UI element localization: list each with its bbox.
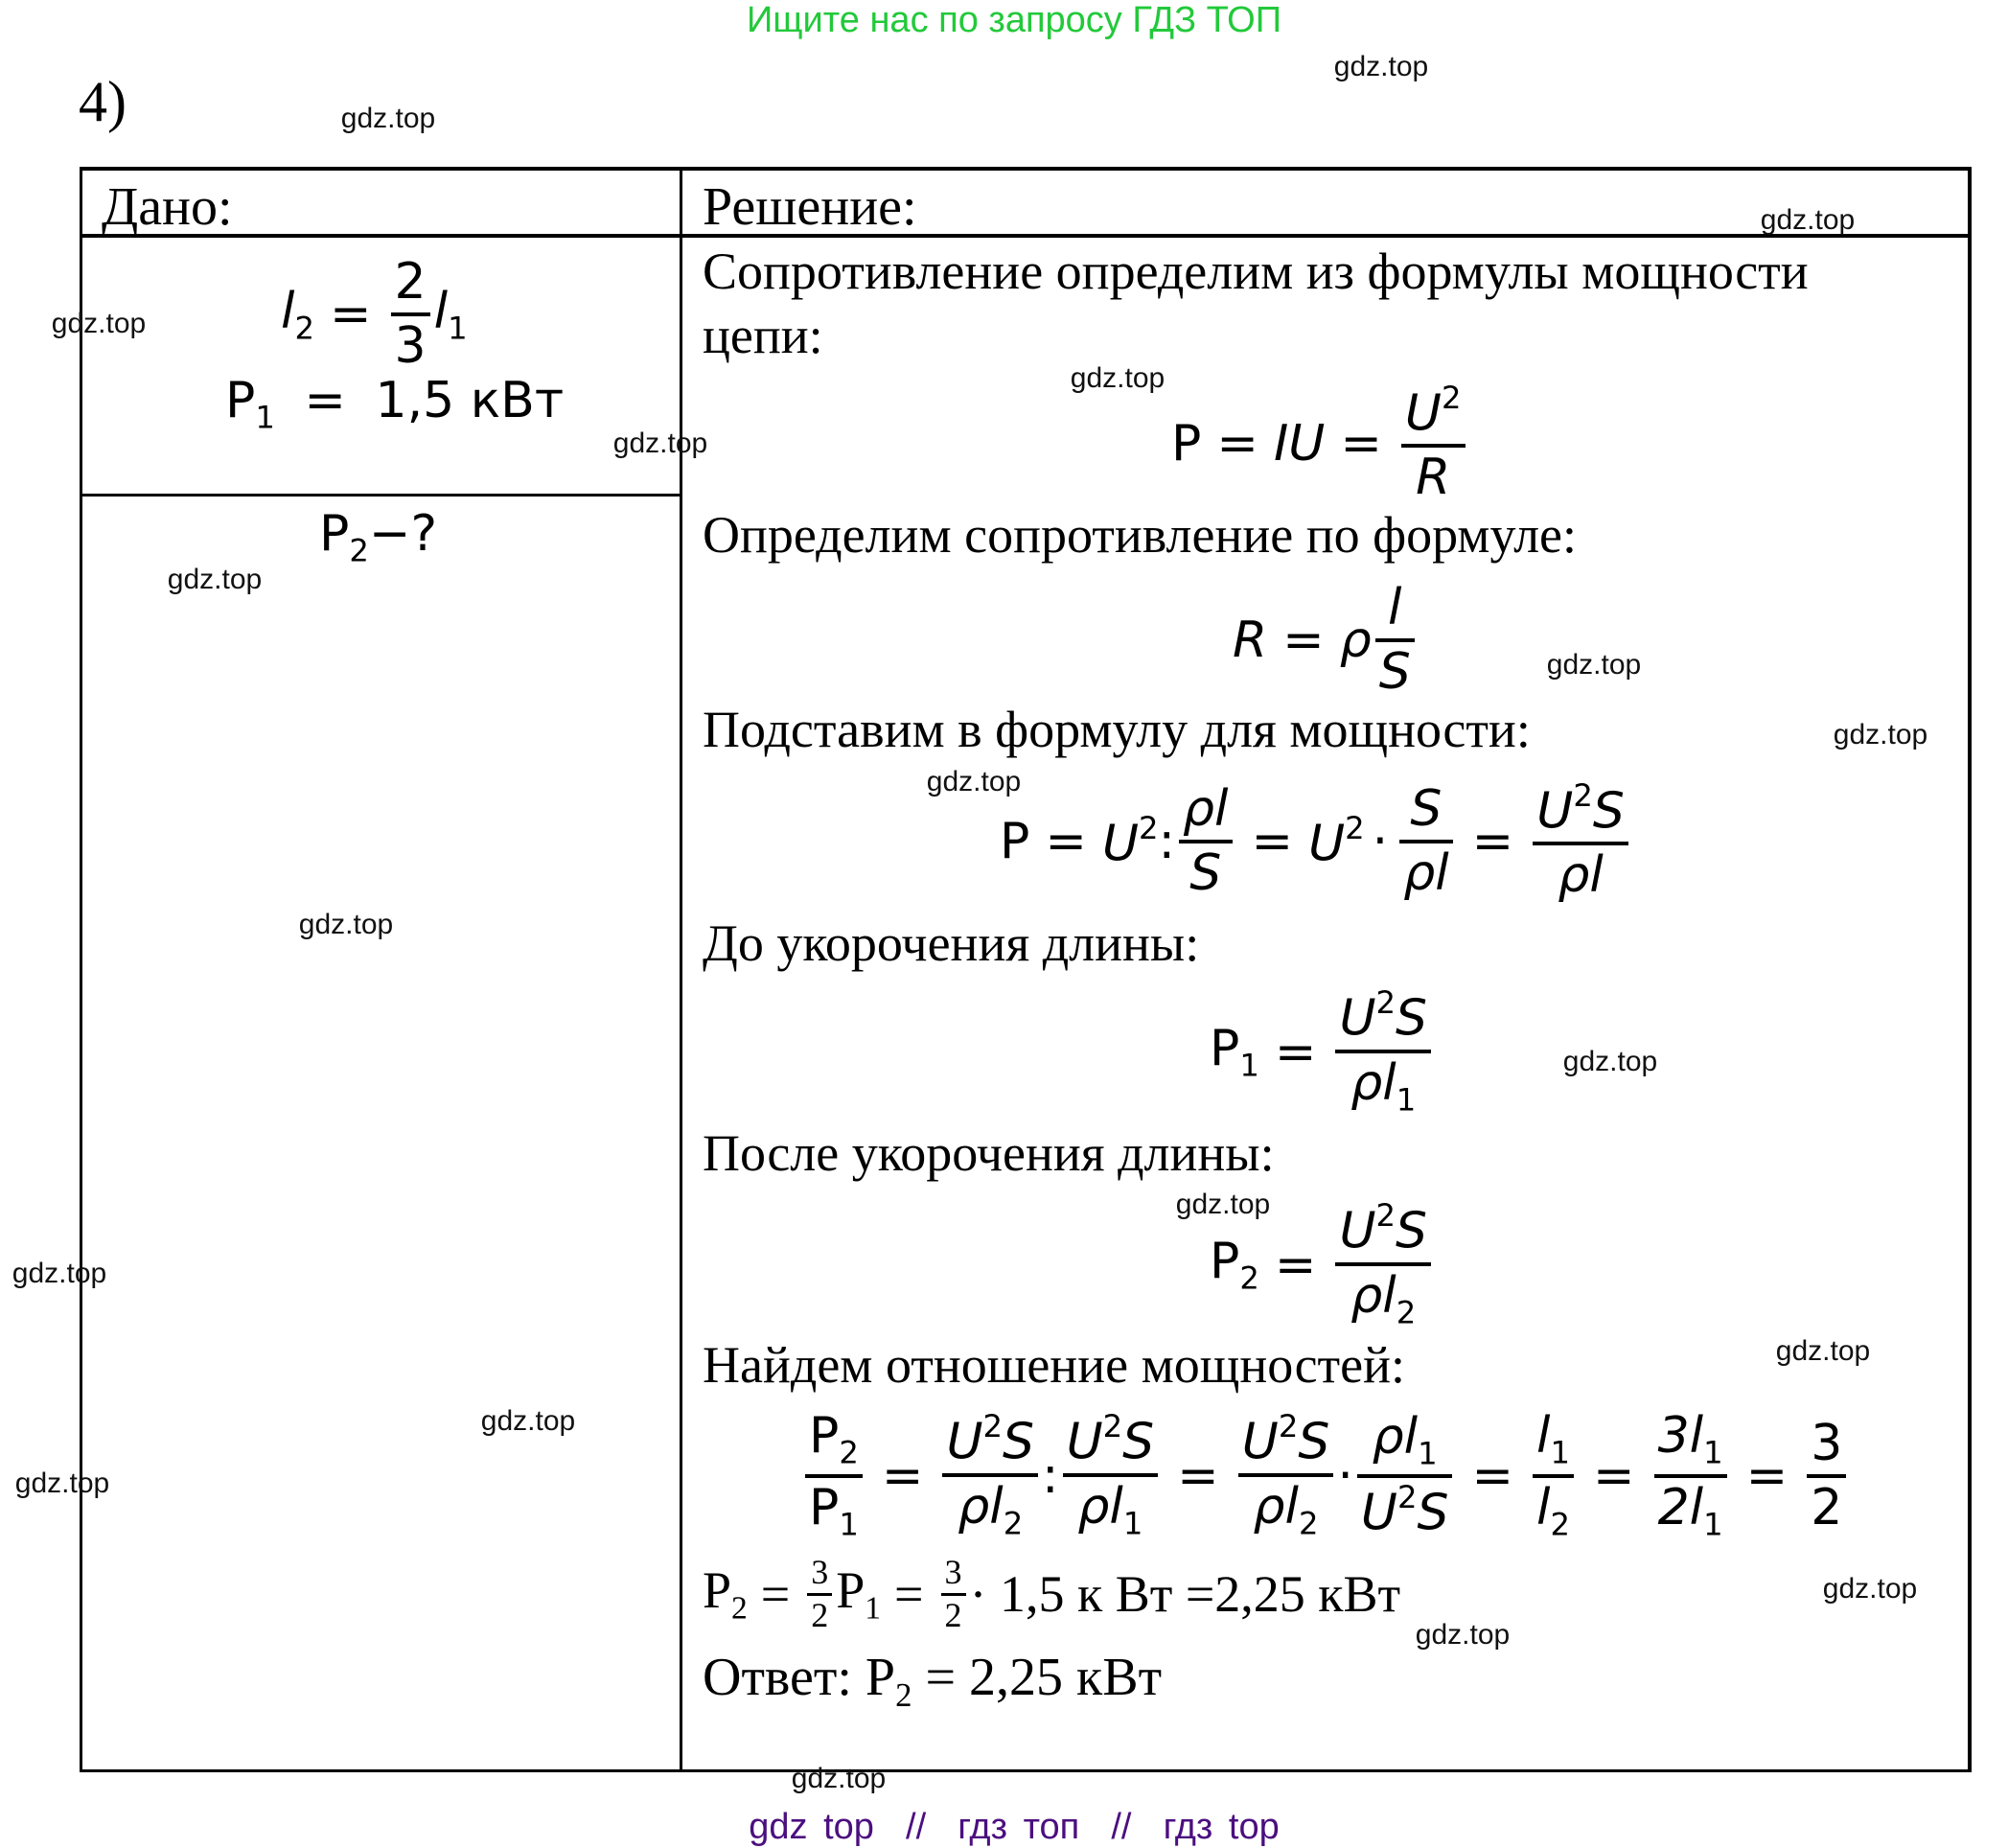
answer-value: $P_2 = 2,25$ кВт: [865, 1648, 1163, 1715]
watermark: gdz.top: [612, 427, 708, 459]
solution-line-4: Подставим в формулу для мощности:: [703, 701, 1531, 758]
answer: [703, 1647, 1162, 1715]
watermark: gdz.top: [167, 564, 263, 595]
formula-p2: $P_2$ = $\frac{U^2S}{\rho l_2}$: [1210, 1190, 1435, 1339]
watermark: gdz.top: [298, 909, 394, 940]
solution-line-6: После укорочения длины:: [703, 1124, 1275, 1182]
watermark: gdz.top: [926, 766, 1022, 797]
solution-line-7: Найдем отношение мощностей:: [703, 1336, 1406, 1394]
solution-line-2: цепи:: [703, 307, 823, 364]
watermark: gdz.top: [1760, 204, 1856, 236]
formula-resistance: R = ρ $\frac{l}{S}$: [1233, 566, 1419, 714]
watermark: gdz.top: [1822, 1573, 1918, 1605]
table-bottom-border: [80, 1769, 1971, 1772]
table-right-border: [1968, 167, 1972, 1772]
l2-symbol: $l_2$: [281, 282, 314, 347]
find-p2: $P_2-$?: [319, 505, 438, 569]
formula-power-iu: P = IU = $\frac{U^2}{R}$: [1171, 369, 1469, 518]
solution-header: Решение:: [703, 177, 917, 237]
watermark: gdz.top: [14, 1467, 110, 1499]
watermark: gdz.top: [51, 308, 147, 339]
watermark: gdz.top: [12, 1258, 107, 1289]
l1-symbol: $l_1$: [433, 282, 468, 347]
table-left-border: [80, 167, 82, 1772]
given-find-divider: [80, 494, 681, 497]
given-header: Дано:: [102, 177, 233, 237]
watermark: gdz.top: [340, 103, 436, 134]
promo-banner: Ищите нас по запросу ГДЗ ТОП: [746, 0, 1282, 40]
problem-number: 4): [79, 70, 127, 133]
watermark: gdz.top: [1333, 51, 1429, 82]
watermark: gdz.top: [1833, 719, 1928, 751]
watermark: gdz.top: [1775, 1335, 1871, 1367]
watermark: gdz.top: [480, 1405, 576, 1437]
watermark: gdz.top: [791, 1763, 887, 1794]
formula-power-substituted: P = $U^2$ : $\frac{\rho l}{S}$ = $U^2$ · $\frac{S}{\rho l}$ = $\frac{U^2S}{\rho l}$: [1000, 767, 1632, 915]
table-column-divider: [680, 167, 682, 1772]
footer-links: gdz top // гдз топ // гдз top: [749, 1807, 1280, 1847]
fraction-two-thirds: $\frac{2}{3}$: [391, 256, 430, 372]
formula-power-ratio: $\frac{P_2}{P_1}$ = $\frac{U^2S}{\rho l_2}$ : $\frac{U^2S}{\rho l_1}$ = $\frac{U^2S}{\rho l_2}$ · $\frac{\rho l_1}{U^2S}$ = $\frac{l_1}{l_2}$ = $\frac{3l_1}{2l_1}$ = $\frac{3}{2}$: [801, 1401, 1850, 1550]
given-length-relation: $l_2$ = $\frac{2}{3}$ $l_1$: [281, 253, 468, 375]
solution-line-3: Определим сопротивление по формуле:: [703, 506, 1578, 564]
solution-line-5: До укорочения длины:: [703, 914, 1200, 972]
watermark: gdz.top: [1415, 1619, 1511, 1651]
watermark: gdz.top: [1562, 1046, 1658, 1077]
watermark: gdz.top: [1546, 649, 1642, 681]
answer-label: Ответ:: [703, 1648, 852, 1707]
watermark: gdz.top: [1070, 362, 1166, 394]
given-power-p1: $P_1 = 1,5$ кВт: [225, 372, 565, 436]
watermark: gdz.top: [1175, 1189, 1271, 1220]
formula-p2-calculation: $P_2$ = $\frac{3}{2}$ $P_1$ = $\frac{3}{2}$ · 1,5 к Вт =2,25 кВт: [703, 1552, 1401, 1634]
formula-p1: $P_1$ = $\frac{U^2S}{\rho l_1}$: [1210, 978, 1435, 1126]
table-top-border: [80, 167, 1971, 171]
solution-line-1: Сопротивление определим из формулы мощности: [703, 243, 1809, 300]
